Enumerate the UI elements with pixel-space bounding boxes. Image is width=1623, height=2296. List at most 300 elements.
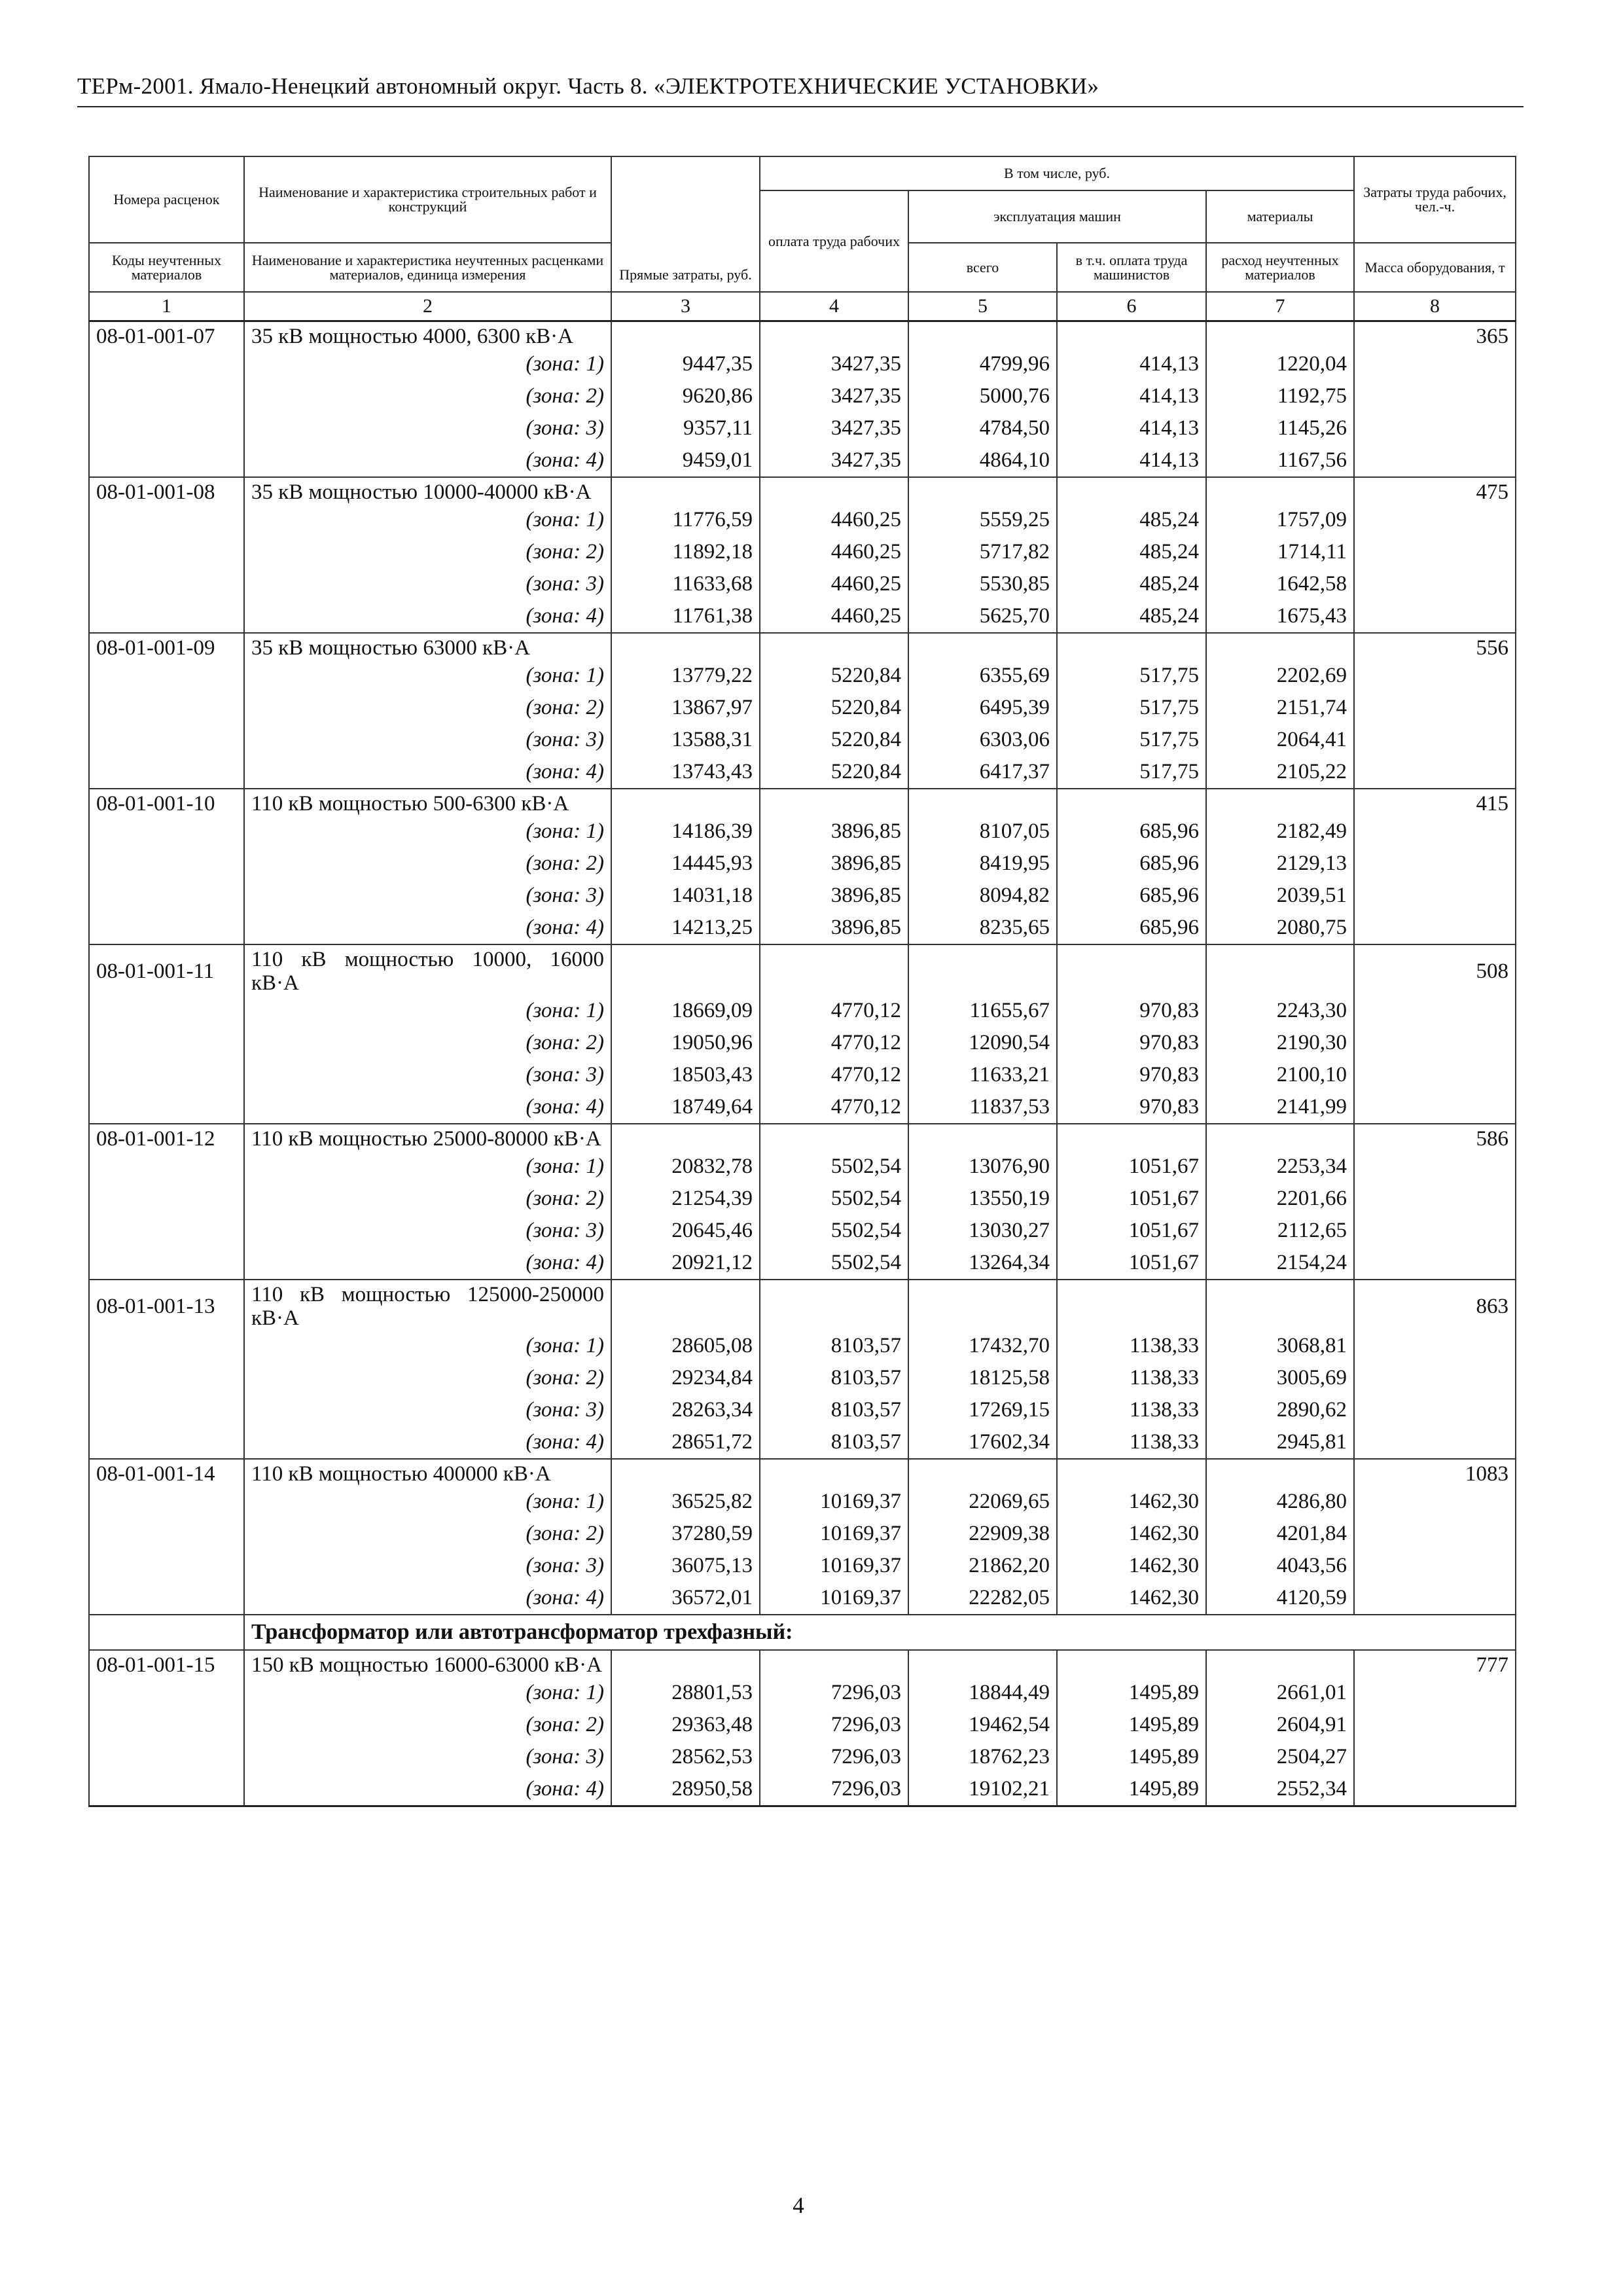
machines-total-value: 19102,21 <box>908 1773 1057 1806</box>
header-worker-pay: оплата труда рабочих <box>760 190 908 292</box>
direct-costs-value: 9357,11 <box>611 412 760 444</box>
machinist-pay-value: 1495,89 <box>1057 1773 1206 1806</box>
machinist-pay-value: 1495,89 <box>1057 1741 1206 1773</box>
zone-row <box>89 444 1516 477</box>
direct-costs-value: 28651,72 <box>611 1426 760 1459</box>
worker-pay-value: 7296,03 <box>760 1709 908 1741</box>
machinist-pay-value: 1138,33 <box>1057 1330 1206 1362</box>
zone-label: (зона: 1) <box>244 504 611 536</box>
direct-costs-value: 28950,58 <box>611 1773 760 1806</box>
materials-value: 2064,41 <box>1206 724 1354 756</box>
empty-cell <box>89 536 244 568</box>
zone-row <box>89 724 1516 756</box>
column-number: 4 <box>760 292 908 321</box>
zone-row <box>89 1362 1516 1394</box>
zone-row <box>89 880 1516 912</box>
zone-label: (зона: 3) <box>244 412 611 444</box>
empty-cell <box>760 944 908 995</box>
machinist-pay-value: 1051,67 <box>1057 1183 1206 1215</box>
empty-cell <box>908 477 1057 504</box>
empty-cell <box>89 816 244 848</box>
rates-table <box>88 156 1516 1807</box>
machinist-pay-value: 414,13 <box>1057 380 1206 412</box>
empty-cell <box>760 1124 908 1151</box>
worker-pay-value: 3896,85 <box>760 816 908 848</box>
materials-value: 2190,30 <box>1206 1027 1354 1059</box>
materials-value: 2100,10 <box>1206 1059 1354 1091</box>
header-rate-numbers: Номера расценок <box>89 156 244 243</box>
machines-total-value: 22282,05 <box>908 1582 1057 1615</box>
zone-row <box>89 1518 1516 1550</box>
materials-value: 2105,22 <box>1206 756 1354 789</box>
header-materials: материалы <box>1206 190 1354 243</box>
machinist-pay-value: 414,13 <box>1057 444 1206 477</box>
worker-pay-value: 5502,54 <box>760 1247 908 1280</box>
machinist-pay-value: 1138,33 <box>1057 1394 1206 1426</box>
materials-value: 1220,04 <box>1206 348 1354 380</box>
zone-label: (зона: 3) <box>244 1059 611 1091</box>
machines-total-value: 6303,06 <box>908 724 1057 756</box>
rate-code: 08-01-001-11 <box>89 944 244 995</box>
zone-row <box>89 816 1516 848</box>
direct-costs-value: 36525,82 <box>611 1486 760 1518</box>
worker-pay-value: 4460,25 <box>760 536 908 568</box>
worker-pay-value: 3896,85 <box>760 848 908 880</box>
worker-pay-value: 5220,84 <box>760 660 908 692</box>
worker-pay-value: 10169,37 <box>760 1518 908 1550</box>
direct-costs-value: 11776,59 <box>611 504 760 536</box>
header-labor-costs: Затраты труда рабочих, чел.-ч. <box>1354 156 1516 243</box>
machines-total-value: 4799,96 <box>908 348 1057 380</box>
equipment-mass-value: 556 <box>1354 633 1516 660</box>
header-equipment-mass: Масса оборудования, т <box>1354 243 1516 292</box>
equipment-mass-value: 365 <box>1354 321 1516 348</box>
direct-costs-value: 14213,25 <box>611 912 760 944</box>
zone-row <box>89 848 1516 880</box>
rate-title: 110 кВ мощностью 125000-250000 кВ·А <box>251 1282 604 1330</box>
empty-cell <box>89 1215 244 1247</box>
direct-costs-value: 28605,08 <box>611 1330 760 1362</box>
worker-pay-value: 3427,35 <box>760 412 908 444</box>
empty-cell <box>611 321 760 348</box>
zone-label: (зона: 3) <box>244 1741 611 1773</box>
empty-cell <box>1354 568 1516 600</box>
empty-cell <box>908 1280 1057 1330</box>
empty-cell <box>1354 660 1516 692</box>
machines-total-value: 17269,15 <box>908 1394 1057 1426</box>
empty-cell <box>89 348 244 380</box>
direct-costs-value: 13743,43 <box>611 756 760 789</box>
machines-total-value: 8419,95 <box>908 848 1057 880</box>
rate-title-row <box>89 1650 1516 1677</box>
empty-cell <box>760 789 908 816</box>
zone-row <box>89 660 1516 692</box>
zone-label: (зона: 3) <box>244 1550 611 1582</box>
empty-cell <box>89 724 244 756</box>
worker-pay-value: 3427,35 <box>760 444 908 477</box>
empty-cell <box>1354 1741 1516 1773</box>
direct-costs-value: 14186,39 <box>611 816 760 848</box>
zone-label: (зона: 4) <box>244 756 611 789</box>
empty-cell <box>1057 1650 1206 1677</box>
machinist-pay-value: 1138,33 <box>1057 1426 1206 1459</box>
empty-cell <box>89 504 244 536</box>
empty-cell <box>89 995 244 1027</box>
empty-cell <box>1354 1582 1516 1615</box>
rate-title-row <box>89 321 1516 348</box>
materials-value: 2945,81 <box>1206 1426 1354 1459</box>
empty-cell <box>760 633 908 660</box>
empty-cell <box>1354 724 1516 756</box>
zone-row <box>89 692 1516 724</box>
rate-title: 35 кВ мощностью 4000, 6300 кВ·А <box>251 324 573 348</box>
materials-value: 4201,84 <box>1206 1518 1354 1550</box>
equipment-mass-value: 863 <box>1354 1280 1516 1330</box>
zone-label: (зона: 4) <box>244 1582 611 1615</box>
zone-row <box>89 995 1516 1027</box>
column-number: 8 <box>1354 292 1516 321</box>
rate-code: 08-01-001-14 <box>89 1459 244 1486</box>
empty-cell <box>611 1124 760 1151</box>
zone-label: (зона: 1) <box>244 1330 611 1362</box>
empty-cell <box>1354 380 1516 412</box>
direct-costs-value: 36075,13 <box>611 1550 760 1582</box>
machinist-pay-value: 685,96 <box>1057 880 1206 912</box>
machinist-pay-value: 685,96 <box>1057 816 1206 848</box>
machinist-pay-value: 1495,89 <box>1057 1709 1206 1741</box>
worker-pay-value: 5502,54 <box>760 1215 908 1247</box>
empty-cell <box>89 380 244 412</box>
empty-cell <box>908 789 1057 816</box>
empty-cell <box>89 1059 244 1091</box>
machinist-pay-value: 414,13 <box>1057 412 1206 444</box>
zone-label: (зона: 3) <box>244 1215 611 1247</box>
zone-row <box>89 1059 1516 1091</box>
empty-cell <box>908 1459 1057 1486</box>
header-direct-costs: Прямые затраты, руб. <box>611 156 760 292</box>
empty-cell <box>611 1459 760 1486</box>
empty-cell <box>1206 1650 1354 1677</box>
empty-cell <box>908 321 1057 348</box>
empty-cell <box>760 321 908 348</box>
materials-value: 2552,34 <box>1206 1773 1354 1806</box>
worker-pay-value: 7296,03 <box>760 1773 908 1806</box>
empty-cell <box>1057 321 1206 348</box>
zone-row <box>89 1215 1516 1247</box>
worker-pay-value: 10169,37 <box>760 1550 908 1582</box>
empty-cell <box>760 1650 908 1677</box>
direct-costs-value: 19050,96 <box>611 1027 760 1059</box>
machines-total-value: 13030,27 <box>908 1215 1057 1247</box>
empty-cell <box>89 1486 244 1518</box>
zone-label: (зона: 1) <box>244 1486 611 1518</box>
rate-code: 08-01-001-10 <box>89 789 244 816</box>
direct-costs-value: 9459,01 <box>611 444 760 477</box>
rate-title-cell <box>244 1650 611 1677</box>
empty-cell <box>89 1091 244 1124</box>
direct-costs-value: 9620,86 <box>611 380 760 412</box>
worker-pay-value: 4770,12 <box>760 1059 908 1091</box>
rate-title: 110 кВ мощностью 400000 кВ·А <box>251 1462 551 1486</box>
direct-costs-value: 28562,53 <box>611 1741 760 1773</box>
empty-cell <box>1206 944 1354 995</box>
zone-row <box>89 756 1516 789</box>
rate-code: 08-01-001-15 <box>89 1650 244 1677</box>
empty-cell <box>1206 789 1354 816</box>
header-machine-operation: эксплуатация машин <box>908 190 1206 243</box>
zone-label: (зона: 2) <box>244 1362 611 1394</box>
direct-costs-value: 36572,01 <box>611 1582 760 1615</box>
empty-cell <box>908 944 1057 995</box>
materials-value: 2080,75 <box>1206 912 1354 944</box>
rate-title-row <box>89 477 1516 504</box>
direct-costs-value: 11892,18 <box>611 536 760 568</box>
empty-cell <box>1206 321 1354 348</box>
empty-cell <box>1354 756 1516 789</box>
zone-label: (зона: 1) <box>244 1677 611 1709</box>
header-unaccounted-name: Наименование и характеристика неучтенных расценками материалов, единица измерения <box>244 243 611 292</box>
empty-cell <box>1354 1550 1516 1582</box>
materials-value: 2253,34 <box>1206 1151 1354 1183</box>
empty-cell <box>1354 816 1516 848</box>
zone-label: (зона: 4) <box>244 912 611 944</box>
equipment-mass-value: 508 <box>1354 944 1516 995</box>
zone-label: (зона: 3) <box>244 724 611 756</box>
direct-costs-value: 18669,09 <box>611 995 760 1027</box>
zone-label: (зона: 1) <box>244 348 611 380</box>
machinist-pay-value: 414,13 <box>1057 348 1206 380</box>
zone-label: (зона: 1) <box>244 816 611 848</box>
machines-total-value: 4784,50 <box>908 412 1057 444</box>
materials-value: 1757,09 <box>1206 504 1354 536</box>
zone-row <box>89 380 1516 412</box>
equipment-mass-value: 1083 <box>1354 1459 1516 1486</box>
materials-value: 2141,99 <box>1206 1091 1354 1124</box>
empty-cell <box>1354 1426 1516 1459</box>
materials-value: 2661,01 <box>1206 1677 1354 1709</box>
empty-cell <box>1057 944 1206 995</box>
rate-title: 110 кВ мощностью 25000-80000 кВ·А <box>251 1126 601 1151</box>
direct-costs-value: 9447,35 <box>611 348 760 380</box>
machinist-pay-value: 685,96 <box>1057 848 1206 880</box>
empty-cell <box>908 1124 1057 1151</box>
direct-costs-value: 29363,48 <box>611 1709 760 1741</box>
empty-cell <box>1354 1330 1516 1362</box>
machinist-pay-value: 970,83 <box>1057 1091 1206 1124</box>
direct-costs-value: 37280,59 <box>611 1518 760 1550</box>
materials-value: 1714,11 <box>1206 536 1354 568</box>
zone-label: (зона: 2) <box>244 1027 611 1059</box>
empty-cell <box>89 444 244 477</box>
rate-title-row <box>89 944 1516 995</box>
worker-pay-value: 7296,03 <box>760 1677 908 1709</box>
empty-cell <box>89 660 244 692</box>
worker-pay-value: 3896,85 <box>760 912 908 944</box>
materials-value: 2890,62 <box>1206 1394 1354 1426</box>
equipment-mass-value: 586 <box>1354 1124 1516 1151</box>
empty-cell <box>89 1183 244 1215</box>
empty-cell <box>89 1027 244 1059</box>
worker-pay-value: 10169,37 <box>760 1582 908 1615</box>
header-unaccounted-codes: Коды неучтенных материалов <box>89 243 244 292</box>
rate-title-row <box>89 633 1516 660</box>
machinist-pay-value: 517,75 <box>1057 660 1206 692</box>
direct-costs-value: 11633,68 <box>611 568 760 600</box>
empty-cell <box>89 1362 244 1394</box>
worker-pay-value: 4460,25 <box>760 504 908 536</box>
empty-cell <box>1057 633 1206 660</box>
empty-cell <box>1354 912 1516 944</box>
materials-value: 2182,49 <box>1206 816 1354 848</box>
materials-value: 1642,58 <box>1206 568 1354 600</box>
empty-cell <box>89 1518 244 1550</box>
running-header: ТЕРм-2001. Ямало-Ненецкий автономный округ. Часть 8. «ЭЛЕКТРОТЕХНИЧЕСКИЕ УСТАНОВКИ» <box>77 73 1099 99</box>
empty-cell <box>89 600 244 633</box>
zone-label: (зона: 4) <box>244 1426 611 1459</box>
direct-costs-value: 29234,84 <box>611 1362 760 1394</box>
direct-costs-value: 20645,46 <box>611 1215 760 1247</box>
rate-title-cell <box>244 1124 611 1151</box>
rate-title: 35 кВ мощностью 63000 кВ·А <box>251 636 530 660</box>
rate-code: 08-01-001-13 <box>89 1280 244 1330</box>
zone-row <box>89 1486 1516 1518</box>
empty-cell <box>1354 1151 1516 1183</box>
zone-label: (зона: 1) <box>244 995 611 1027</box>
worker-pay-value: 8103,57 <box>760 1362 908 1394</box>
machinist-pay-value: 517,75 <box>1057 692 1206 724</box>
zone-row <box>89 504 1516 536</box>
machines-total-value: 11837,53 <box>908 1091 1057 1124</box>
header-divider <box>77 106 1524 107</box>
empty-cell <box>908 1650 1057 1677</box>
machinist-pay-value: 1462,30 <box>1057 1550 1206 1582</box>
empty-cell <box>89 848 244 880</box>
machinist-pay-value: 517,75 <box>1057 724 1206 756</box>
materials-value: 4286,80 <box>1206 1486 1354 1518</box>
zone-label: (зона: 2) <box>244 380 611 412</box>
empty-cell <box>1354 1059 1516 1091</box>
materials-value: 3068,81 <box>1206 1330 1354 1362</box>
worker-pay-value: 4460,25 <box>760 600 908 633</box>
direct-costs-value: 28263,34 <box>611 1394 760 1426</box>
direct-costs-value: 11761,38 <box>611 600 760 633</box>
zone-label: (зона: 2) <box>244 1183 611 1215</box>
worker-pay-value: 10169,37 <box>760 1486 908 1518</box>
machinist-pay-value: 485,24 <box>1057 504 1206 536</box>
zone-label: (зона: 1) <box>244 1151 611 1183</box>
machines-total-value: 17602,34 <box>908 1426 1057 1459</box>
empty-cell <box>89 912 244 944</box>
direct-costs-value: 20921,12 <box>611 1247 760 1280</box>
empty-cell <box>89 1741 244 1773</box>
zone-label: (зона: 2) <box>244 1518 611 1550</box>
zone-row <box>89 1183 1516 1215</box>
zone-label: (зона: 4) <box>244 600 611 633</box>
rate-title: 110 кВ мощностью 10000, 16000 кВ·А <box>251 947 604 995</box>
machines-total-value: 8107,05 <box>908 816 1057 848</box>
worker-pay-value: 5220,84 <box>760 756 908 789</box>
empty-cell <box>1057 477 1206 504</box>
zone-label: (зона: 4) <box>244 1091 611 1124</box>
zone-row <box>89 1394 1516 1426</box>
direct-costs-value: 18749,64 <box>611 1091 760 1124</box>
zone-label: (зона: 4) <box>244 1773 611 1806</box>
empty-cell <box>1057 1124 1206 1151</box>
zone-label: (зона: 3) <box>244 568 611 600</box>
empty-cell <box>611 633 760 660</box>
machinist-pay-value: 970,83 <box>1057 1027 1206 1059</box>
materials-value: 3005,69 <box>1206 1362 1354 1394</box>
materials-value: 2151,74 <box>1206 692 1354 724</box>
worker-pay-value: 4770,12 <box>760 995 908 1027</box>
machines-total-value: 21862,20 <box>908 1550 1057 1582</box>
machinist-pay-value: 1051,67 <box>1057 1215 1206 1247</box>
worker-pay-value: 8103,57 <box>760 1330 908 1362</box>
empty-cell <box>908 633 1057 660</box>
zone-row <box>89 1027 1516 1059</box>
empty-cell <box>1057 1280 1206 1330</box>
empty-cell <box>89 1151 244 1183</box>
empty-cell <box>1354 1091 1516 1124</box>
empty-cell <box>611 789 760 816</box>
machinist-pay-value: 1495,89 <box>1057 1677 1206 1709</box>
zone-label: (зона: 3) <box>244 880 611 912</box>
machinist-pay-value: 485,24 <box>1057 568 1206 600</box>
empty-cell <box>1354 600 1516 633</box>
materials-value: 1167,56 <box>1206 444 1354 477</box>
machines-total-value: 19462,54 <box>908 1709 1057 1741</box>
empty-cell <box>1057 789 1206 816</box>
zone-row <box>89 1247 1516 1280</box>
empty-cell <box>611 1280 760 1330</box>
empty-cell <box>1057 1459 1206 1486</box>
machines-total-value: 11633,21 <box>908 1059 1057 1091</box>
materials-value: 2243,30 <box>1206 995 1354 1027</box>
empty-cell <box>1354 1677 1516 1709</box>
header-work-name: Наименование и характеристика строительных работ и конструкций <box>244 156 611 243</box>
table-body <box>89 321 1516 1806</box>
machinist-pay-value: 1462,30 <box>1057 1518 1206 1550</box>
empty-cell <box>89 1677 244 1709</box>
machines-total-value: 18125,58 <box>908 1362 1057 1394</box>
empty-cell <box>1354 1486 1516 1518</box>
zone-row <box>89 1426 1516 1459</box>
machinist-pay-value: 1051,67 <box>1057 1151 1206 1183</box>
machines-total-value: 6417,37 <box>908 756 1057 789</box>
empty-cell <box>1206 1459 1354 1486</box>
zone-row <box>89 348 1516 380</box>
empty-cell <box>89 1773 244 1806</box>
rate-title-cell <box>244 477 611 504</box>
empty-cell <box>611 477 760 504</box>
zone-row <box>89 1151 1516 1183</box>
zone-label: (зона: 2) <box>244 536 611 568</box>
machinist-pay-value: 1462,30 <box>1057 1486 1206 1518</box>
direct-costs-value: 14031,18 <box>611 880 760 912</box>
column-number: 6 <box>1057 292 1206 321</box>
column-number: 2 <box>244 292 611 321</box>
empty-cell <box>1354 995 1516 1027</box>
direct-costs-value: 14445,93 <box>611 848 760 880</box>
empty-cell <box>1206 477 1354 504</box>
empty-cell <box>89 1330 244 1362</box>
machinist-pay-value: 970,83 <box>1057 995 1206 1027</box>
machinist-pay-value: 485,24 <box>1057 600 1206 633</box>
empty-cell <box>760 477 908 504</box>
rate-title-row <box>89 1124 1516 1151</box>
zone-label: (зона: 2) <box>244 848 611 880</box>
zone-row <box>89 1741 1516 1773</box>
